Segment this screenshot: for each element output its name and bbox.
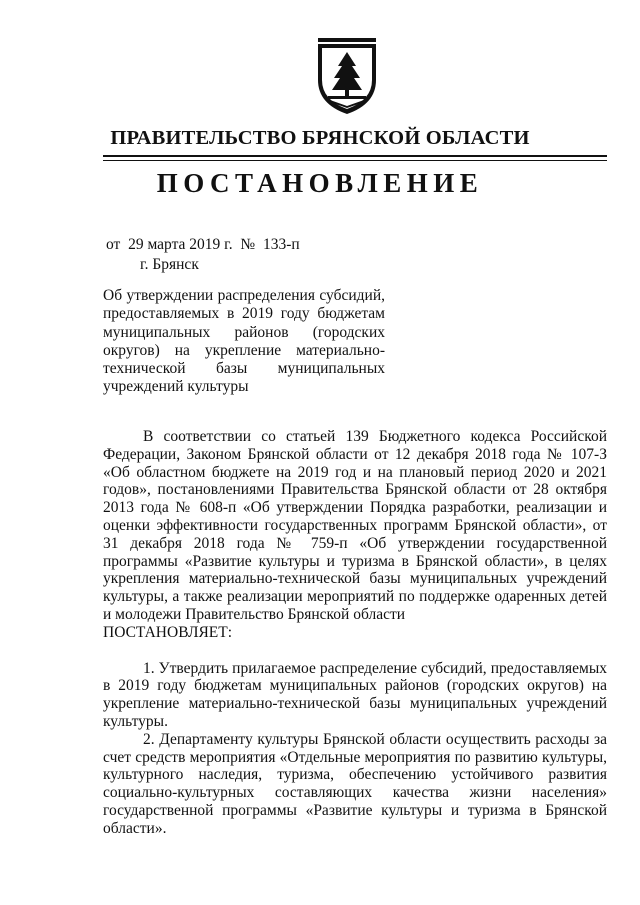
coat-of-arms-icon: [316, 36, 378, 116]
document-type-title: ПОСТАНОВЛЕНИЕ: [156, 168, 484, 198]
header-divider: [103, 155, 607, 157]
city: г. Брянск: [140, 256, 199, 273]
government-name: ПРАВИТЕЛЬСТВО БРЯНСКОЙ ОБЛАСТИ: [110, 127, 530, 149]
resolution-item-1: 1. Утвердить прилагаемое распределение субсидий, предоставляемых в 2019 году бюджетам муниципальных районов (городских округов) на укрепление материально-технической базы муниципальных учреждений культуры.: [103, 659, 607, 730]
document-body: [103, 428, 607, 838]
resolution-item-2: 2. Департаменту культуры Брянской области осуществить расходы за счет средств мероприятия «Отдельные мероприятия по развитию культуры, культурного наследия, туризма, обеспечению устойчивого развития социально-культурных составляющих качества жизни населения» государственной программы «Развитие культуры и туризма в Брянской области».: [103, 730, 607, 837]
document-subject: Об утверждении распределения субсидий, предоставляемых в 2019 году бюджетам муниципальных районов (городских округов) на укрепление материально-технической базы муниципальных учреждений культуры: [103, 287, 385, 396]
preamble-paragraph: В соответствии со статьей 139 Бюджетного кодекса Российской Федерации, Законом Брянской области от 12 декабря 2018 года № 107-З «Об областном бюджете на 2019 год и на плановый период 2020 и 2021 годов», постановлениями Правительства Брянской области от 28 октября 2013 года № 608-п «Об утверждении Порядка разработки, реализации и оценки эффективности государственных программ Брянской области», от 31 декабря 2018 года № 759-п «Об утверждении государственной программы «Развитие культуры и туризма в Брянской области», в целях укрепления материально-технической базы муниципальных учреждений культуры, а также реализации мероприятий по поддержке одаренных детей и молодежи Правительство Брянской области: [103, 428, 607, 623]
date-and-number: от 29 марта 2019 г. № 133-п: [106, 236, 300, 253]
resolves-heading: ПОСТАНОВЛЯЕТ:: [103, 623, 233, 641]
header-divider-thin: [103, 160, 607, 161]
